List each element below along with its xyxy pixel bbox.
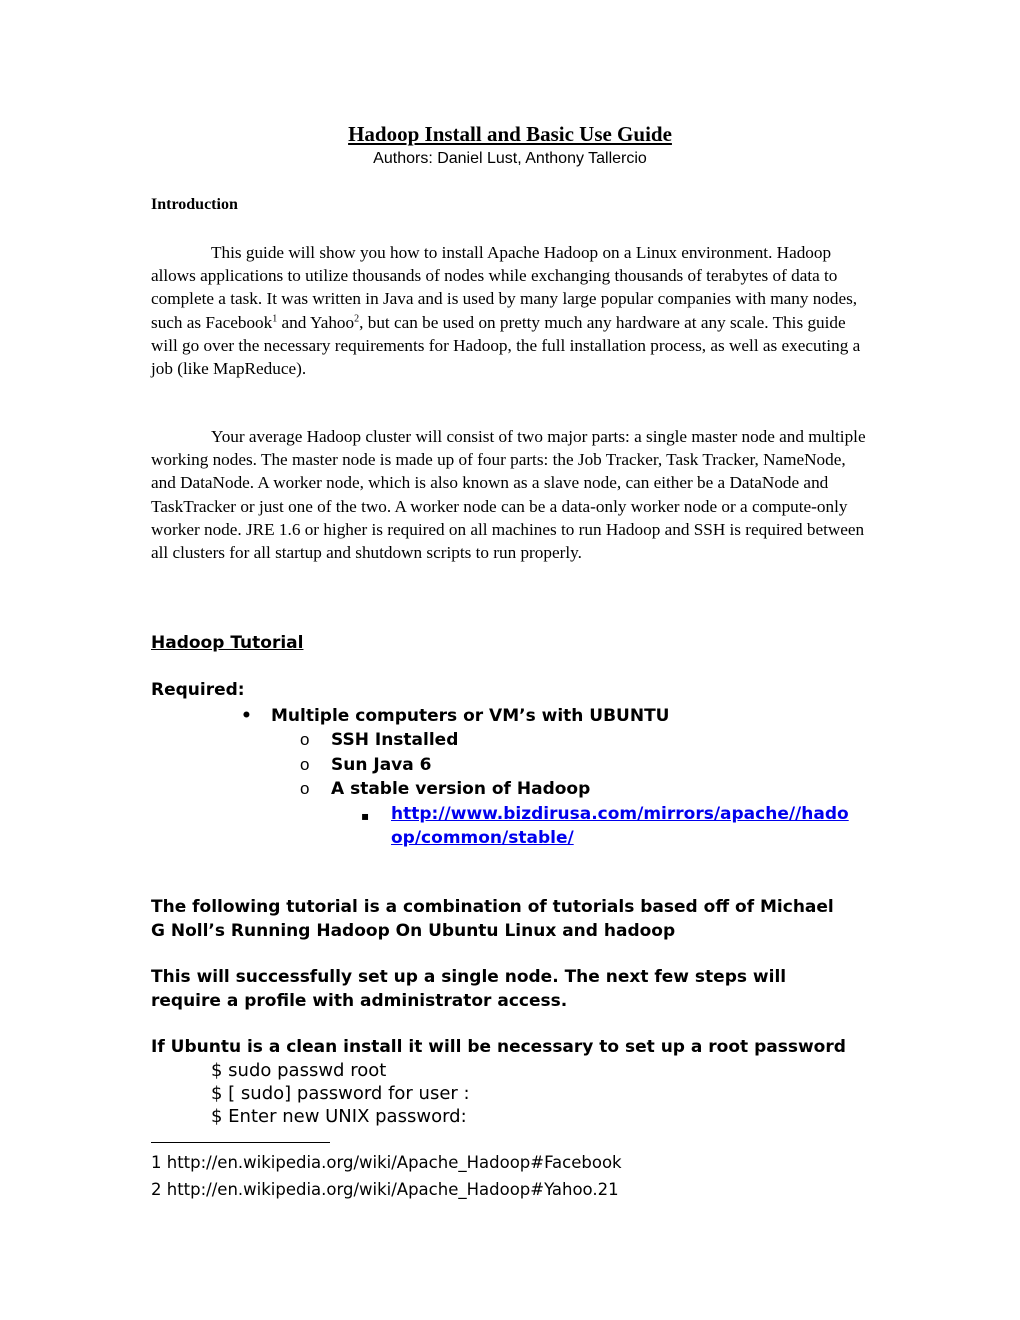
list-item-label: Multiple computers or VM’s with UBUNTU — [271, 706, 670, 726]
list-item-computers — [241, 704, 670, 728]
list-item-hadoop — [300, 777, 591, 801]
command-line: $ sudo passwd root — [211, 1060, 387, 1081]
intro-text-part3: , but can be used on pretty much any hardware at any scale. This guide will go over the necessary requirements for Hadoop, the full installation process, as well as executing a job (like MapReduce). — [151, 312, 861, 379]
list-item-label: A stable version of Hadoop — [331, 779, 591, 799]
list-item-java — [300, 753, 432, 777]
page-title: Hadoop Install and Basic Use Guide — [348, 122, 672, 146]
tutorial-heading: Hadoop Tutorial — [151, 633, 304, 653]
list-item-label: SSH Installed — [331, 730, 459, 750]
list-item-ssh — [300, 728, 459, 752]
intro-paragraph — [151, 241, 873, 380]
footnote-ref-1[interactable]: 1 — [272, 312, 278, 324]
following-text: The following tutorial is a combination of tutorials based off of Michael G Noll’s Running Hadoop On Ubuntu Linux and hadoop — [151, 897, 834, 941]
footnote-divider — [151, 1142, 330, 1143]
command-line: $ Enter new UNIX password: — [211, 1106, 467, 1127]
command-line: $ [ sudo] password for user : — [211, 1083, 470, 1104]
intro-text-part1: This guide will show you how to install Apache Hadoop on a Linux environment. Hadoop allows applications to utilize thousands of nodes while exchanging thousands of terabytes of data to complete a task. It was written in Java and is used by many large popular companies with many nodes, such as Facebook — [151, 243, 858, 332]
cluster-text: Your average Hadoop cluster will consist of two major parts: a single master node and multiple working nodes. The master node is made up of four parts: the Job Tracker, Task Tracker, NameNode, and DataNode. A worker node, which is also known as a slave node, can either be a DataNode and TaskTracker or just one of the two. A worker node can be a data-only worker node or a compute-only worker node. JRE 1.6 or higher is required on all machines to run Hadoop and SSH is required between all clusters for all startup and shutdown scripts to run properly. — [151, 427, 866, 563]
hadoop-download-link[interactable]: http://www.bizdirusa.com/mirrors/apache//hado op/common/stable/ — [391, 804, 849, 848]
required-heading: Required: — [151, 680, 245, 700]
intro-heading: Introduction — [151, 196, 238, 213]
intro-text-part2: and Yahoo — [277, 312, 355, 332]
footnote-1[interactable]: 1 http://en.wikipedia.org/wiki/Apache_Hadoop#Facebook — [151, 1153, 622, 1172]
cluster-paragraph — [151, 425, 873, 564]
bullet-square-icon: ▪ — [361, 809, 370, 823]
bullet-circle-icon: o — [300, 779, 310, 798]
bullet-circle-icon: o — [300, 730, 310, 749]
authors-line: Authors: Daniel Lust, Anthony Tallercio — [373, 150, 647, 167]
root-password-text: If Ubuntu is a clean install it will be necessary to set up a root password — [151, 1037, 846, 1057]
footnote-ref-2[interactable]: 2 — [354, 312, 360, 324]
bullet-circle-icon: o — [300, 755, 310, 774]
single-node-text: This will successfully set up a single node. The next few steps will require a profile with administrator access. — [151, 967, 787, 1011]
bullet-disc-icon: • — [241, 706, 252, 726]
list-item-label: Sun Java 6 — [331, 755, 432, 775]
footnote-2[interactable]: 2 http://en.wikipedia.org/wiki/Apache_Hadoop#Yahoo.21 — [151, 1180, 619, 1199]
list-item-link — [361, 802, 849, 850]
